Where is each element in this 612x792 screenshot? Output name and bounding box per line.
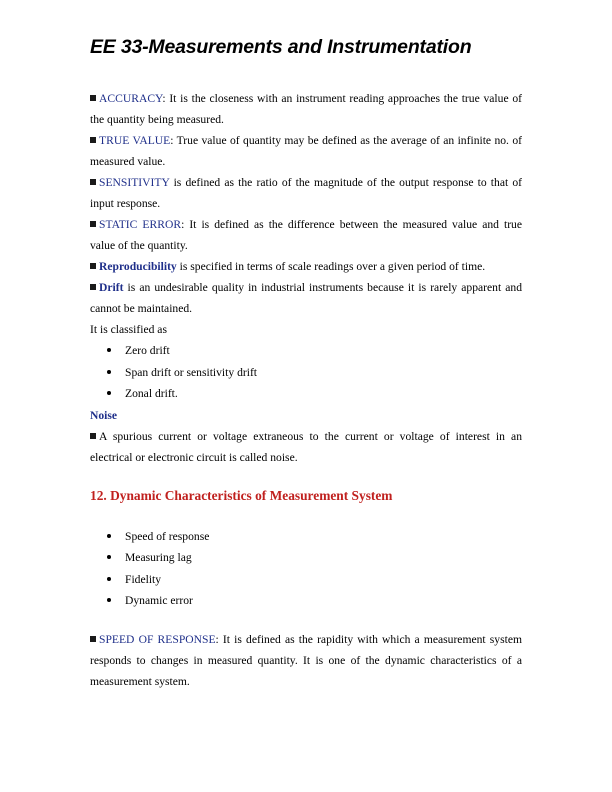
list-item <box>90 340 522 362</box>
bullet-dot-icon <box>107 555 111 559</box>
drift-term: Drift <box>99 281 124 294</box>
dynamic-item-label: Dynamic error <box>125 594 193 607</box>
reproducibility-paragraph <box>90 256 522 277</box>
list-item <box>90 526 522 548</box>
list-item <box>90 383 522 405</box>
dynamic-item-label: Fidelity <box>125 572 162 586</box>
drift-classified-label: It is classified as <box>90 323 167 336</box>
square-bullet-icon <box>90 137 96 143</box>
drift-paragraph <box>90 277 522 319</box>
drift-type-label: Zonal drift. <box>125 387 178 400</box>
static-error-paragraph <box>90 214 522 256</box>
bullet-dot-icon <box>107 370 111 374</box>
reproducibility-term: Reproducibility <box>99 260 177 273</box>
noise-text: A spurious current or voltage extraneous to the current or voltage of interest in an electrical or electronic circuit is called noise. <box>90 429 522 464</box>
dynamic-item-label: Speed of response <box>125 529 210 543</box>
static-error-term: STATIC ERROR <box>99 218 182 231</box>
page-title: EE 33-Measurements and Instrumentation <box>90 36 472 58</box>
drift-type-label: Zero drift <box>125 344 170 357</box>
list-item <box>90 362 522 384</box>
sensitivity-term: SENSITIVITY <box>99 176 170 189</box>
bullet-dot-icon <box>107 577 111 581</box>
square-bullet-icon <box>90 95 96 101</box>
accuracy-term: ACCURACY <box>99 92 163 105</box>
list-item <box>90 569 522 591</box>
dynamic-item-label: Measuring lag <box>125 551 192 564</box>
bullet-dot-icon <box>107 348 111 352</box>
bullet-dot-icon <box>107 534 111 538</box>
square-bullet-icon <box>90 179 96 185</box>
square-bullet-icon <box>90 636 96 642</box>
accuracy-paragraph <box>90 88 522 130</box>
dynamic-section-heading: 12. Dynamic Characteristics of Measurement System <box>90 487 393 503</box>
list-item <box>90 547 522 569</box>
static-error-text: : It is defined as the difference between the measured value and true value of the quantity. <box>90 218 522 252</box>
true-value-term: TRUE VALUE <box>99 134 171 147</box>
true-value-text: : True value of quantity may be defined as the average of an infinite no. of measured value. <box>90 134 522 168</box>
speed-of-response-text: : It is defined as the rapidity with which a measurement system responds to changes in measured quantity. It is one of the dynamic characteristics of a measurement system. <box>90 632 522 688</box>
accuracy-text: : It is the closeness with an instrument reading approaches the true value of the quantity being measured. <box>90 92 522 126</box>
square-bullet-icon <box>90 284 96 290</box>
sensitivity-text: is defined as the ratio of the magnitude of the output response to that of input response. <box>90 176 522 210</box>
reproducibility-text: is specified in terms of scale readings over a given period of time. <box>176 260 486 273</box>
true-value-paragraph <box>90 130 522 172</box>
noise-paragraph <box>90 426 522 468</box>
drift-type-label: Span drift or sensitivity drift <box>125 365 258 379</box>
bullet-dot-icon <box>107 391 111 395</box>
square-bullet-icon <box>90 221 96 227</box>
list-item <box>90 590 522 612</box>
drift-types-list <box>90 340 522 405</box>
noise-heading: Noise <box>90 408 118 422</box>
drift-text: is an undesirable quality in industrial instruments because it is rarely apparent and cannot be maintained. <box>90 281 522 315</box>
dynamic-characteristics-list <box>90 526 522 612</box>
sensitivity-paragraph <box>90 172 522 214</box>
square-bullet-icon <box>90 263 96 269</box>
bullet-dot-icon <box>107 598 111 602</box>
speed-of-response-paragraph <box>90 629 522 692</box>
square-bullet-icon <box>90 433 96 439</box>
speed-of-response-term: SPEED OF RESPONSE <box>99 632 216 646</box>
page-body <box>90 88 522 692</box>
